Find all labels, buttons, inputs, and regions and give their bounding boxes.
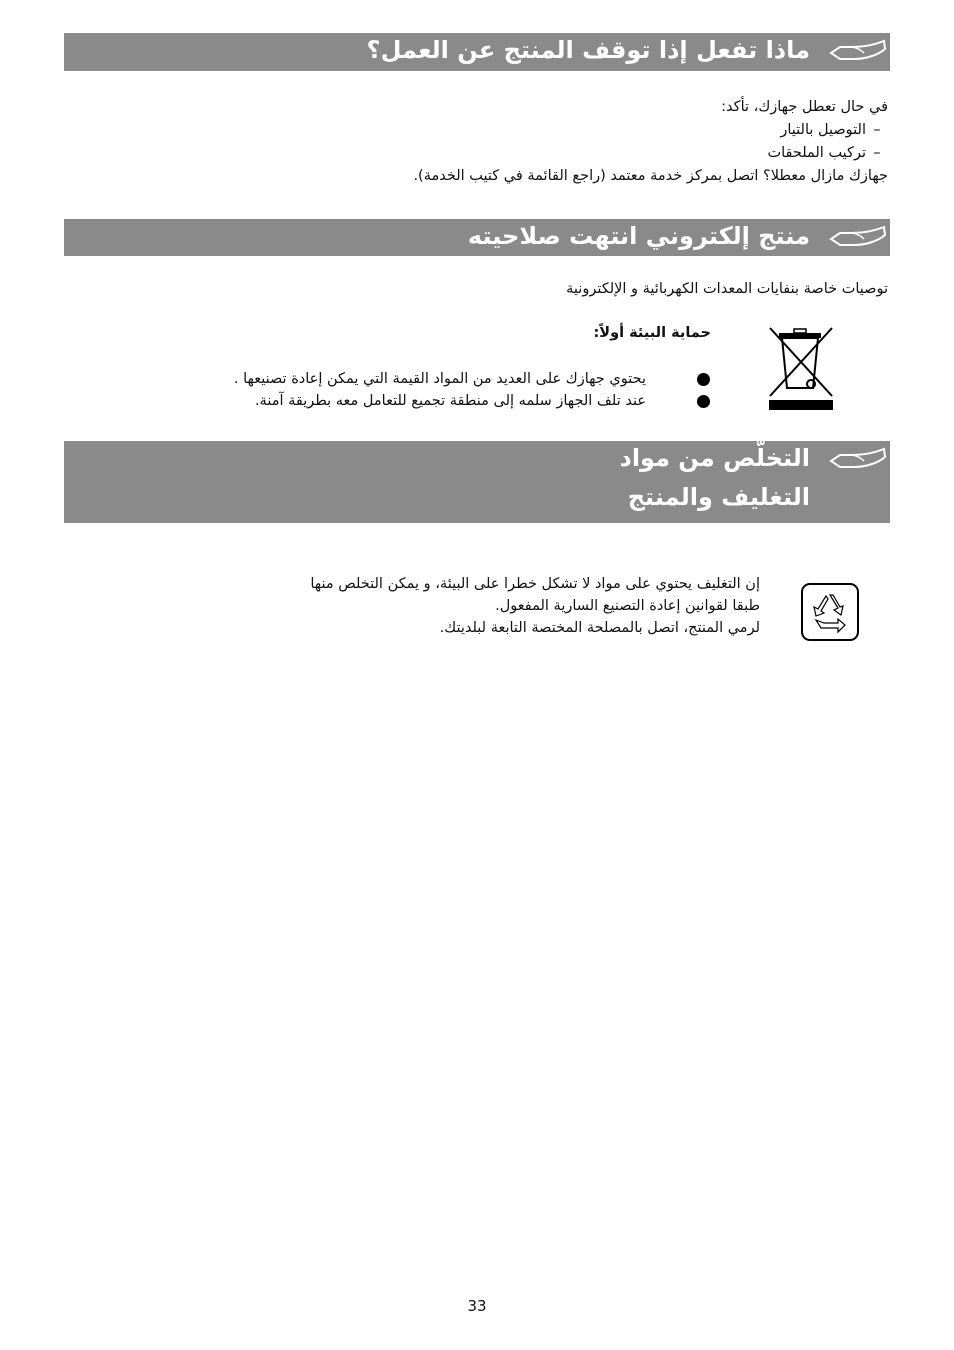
bullet-text: يحتوي جهازك على العديد من المواد القيمة التي يمكن إعادة تصنيعها . [233,371,646,387]
section-title-line: التغليف والمنتج [627,483,810,511]
list-item: –التوصيل بالتيار [780,122,881,138]
section-title: ماذا تفعل إذا توقف المنتج عن العمل؟ [366,36,810,64]
service-note: جهازك مازال معطلا؟ اتصل بمركز خدمة معتمد (راجع القائمة في كتيب الخدمة). [413,168,888,184]
section-title: منتج إلكتروني انتهت صلاحيته [467,222,810,250]
troubleshooting-text [413,96,888,188]
list-item: –تركيب الملحقات [767,145,881,161]
crossed-out-wheelie-bin-icon [766,324,836,412]
bullet-text: عند تلف الجهاز سلمه إلى منطقة تجميع للتعامل معه بطريقة آمنة. [254,393,646,409]
disposal-line: طبقا لقوانين إعادة التصنيع السارية المفعول. [495,598,760,614]
section-header-troubleshooting [64,33,890,71]
arrow-hand-icon [828,221,888,251]
environment-bullets [234,368,646,412]
weee-intro: توصيات خاصة بنفايات المعدات الكهربائية و الإلكترونية [566,281,888,297]
section-title-line: التخلّص من مواد [619,444,810,472]
arrow-hand-icon [828,443,888,473]
recycle-icon [800,582,860,642]
disposal-line: إن التغليف يحتوي على مواد لا تشكل خطرا على البيئة، و يمكن التخلص منها [310,576,760,592]
environment-subheading: حماية البيئة أولاً: [593,325,711,341]
section-header-disposal [64,441,890,523]
page-number: 33 [467,1297,487,1315]
section-header-end-of-life [64,219,890,256]
disposal-line: لرمي المنتج، اتصل بالمصلحة المختصة التابعة لبلديتك. [439,620,760,636]
disposal-text [310,573,760,639]
intro-text: في حال تعطل جهازك، تأكد: [721,99,888,115]
bullet-dot [697,373,710,386]
arrow-hand-icon [828,35,888,65]
bullet-dot [697,395,710,408]
